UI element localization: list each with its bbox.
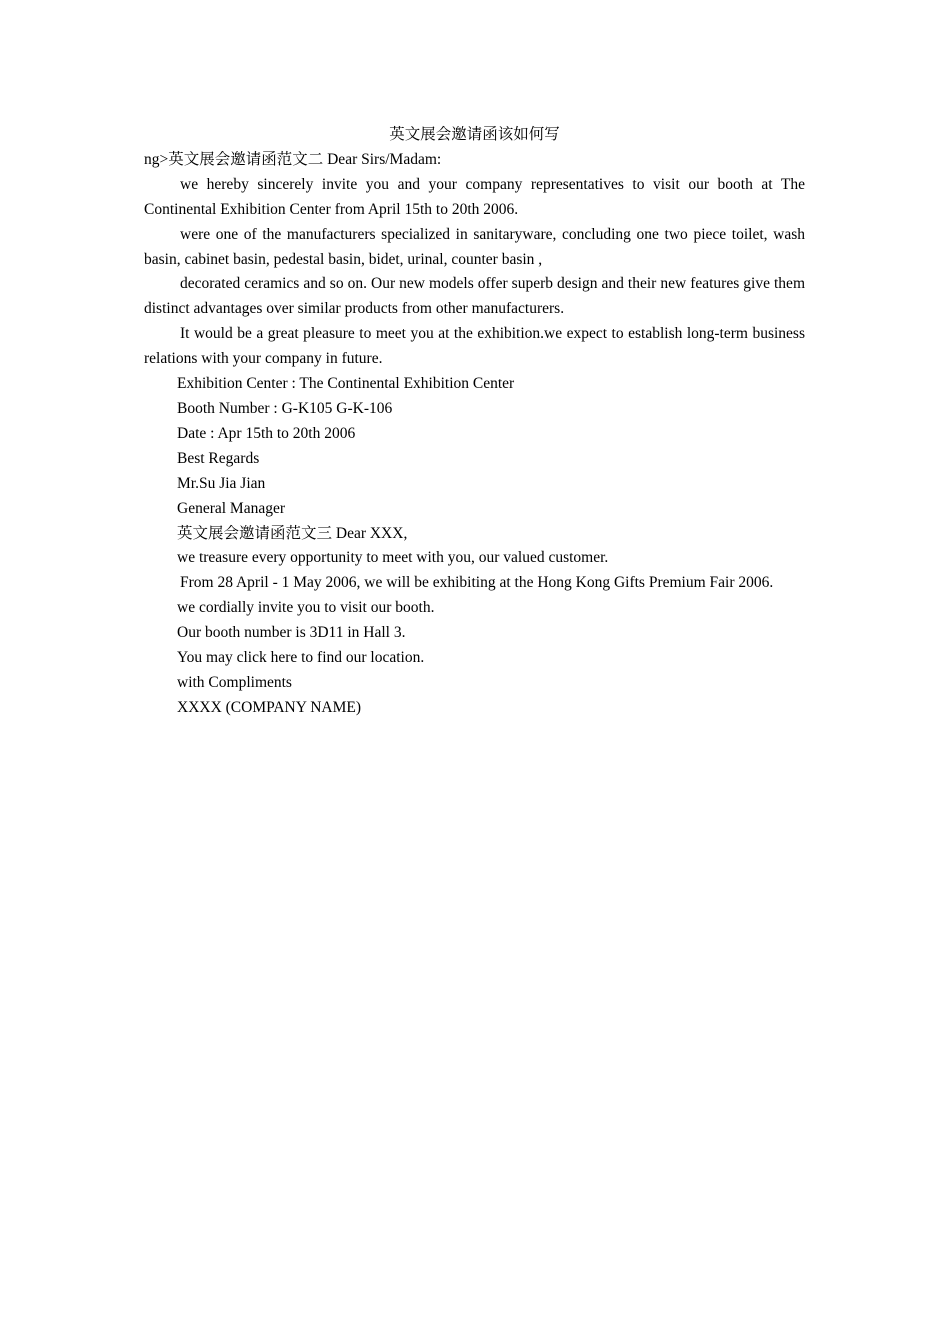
closing-compliments: with Compliments <box>177 673 292 691</box>
booth-number-line: Booth Number : G-K105 G-K-106 <box>177 399 393 417</box>
date-line: Date : Apr 15th to 20th 2006 <box>177 424 356 442</box>
greeting-line-letter-two: ng>英文展会邀请函范文二 Dear Sirs/Madam: <box>144 150 442 168</box>
paragraph-booth-hall: Our booth number is 3D11 in Hall 3. <box>177 624 406 642</box>
exhibition-center-line: Exhibition Center : The Continental Exhibition Center <box>177 375 515 393</box>
company-name: XXXX (COMPANY NAME) <box>177 698 362 716</box>
closing-regards: Best Regards <box>177 449 260 467</box>
paragraph-location: You may click here to find our location. <box>177 649 425 667</box>
paragraph-pleasure: It would be a great pleasure to meet you at the exhibition.we expect to establish long-term business relations with your company in future. <box>144 325 805 368</box>
paragraph-fair-dates: From 28 April - 1 May 2006, we will be exhibiting at the Hong Kong Gifts Premium Fair 2006. <box>180 574 774 592</box>
signer-title: General Manager <box>177 499 286 517</box>
signer-name: Mr.Su Jia Jian <box>177 474 266 492</box>
paragraph-cordial-invite: we cordially invite you to visit our booth. <box>177 599 435 617</box>
greeting-line-letter-three: 英文展会邀请函范文三 Dear XXX, <box>177 524 408 542</box>
paragraph-invitation: we hereby sincerely invite you and your company representatives to visit our booth at The Continental Exhibition Center from April 15th to 20th 2006. <box>144 175 805 218</box>
document-page <box>144 123 805 721</box>
paragraph-manufacturer: were one of the manufacturers specialized in sanitaryware, concluding one two piece toilet, wash basin, cabinet basin, pedestal basin, bidet, urinal, counter basin , <box>144 225 805 268</box>
paragraph-new-models: decorated ceramics and so on. Our new models offer superb design and their new features give them distinct advantages over similar products from other manufacturers. <box>144 275 805 318</box>
document-title: 英文展会邀请函该如何写 <box>389 126 560 143</box>
paragraph-treasure: we treasure every opportunity to meet with you, our valued customer. <box>177 549 609 567</box>
